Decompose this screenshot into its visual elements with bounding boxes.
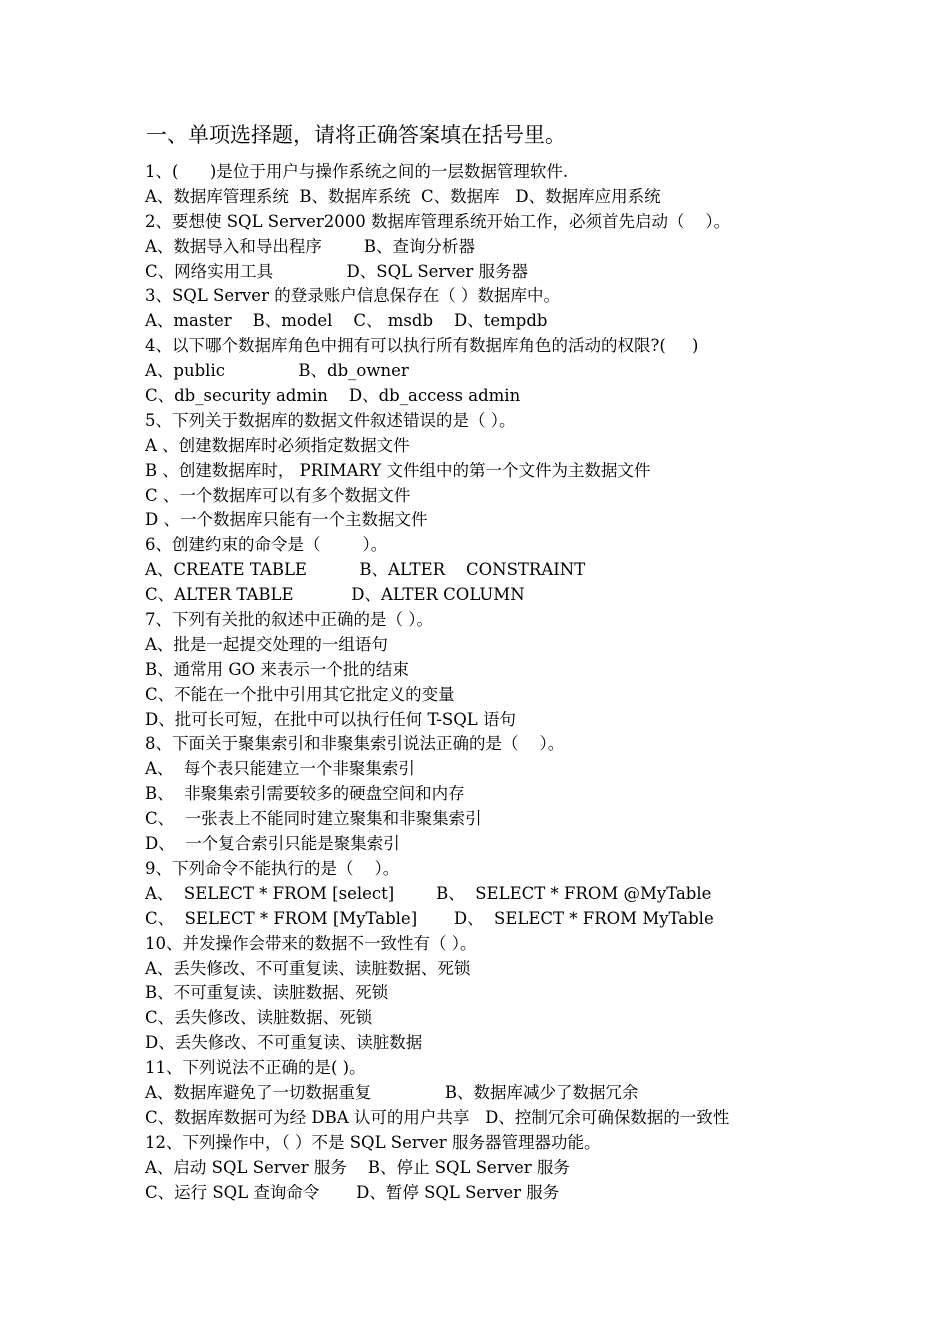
question-5-stem: 5、下列关于数据库的数据文件叙述错误的是（ ）。 <box>145 410 516 430</box>
question-7-option-b: B、通常用 GO 来表示一个批的结束 <box>145 659 409 679</box>
question-7-option-a: A、批是一起提交处理的一组语句 <box>145 634 388 654</box>
question-4-options-cd: C、db_security admin D、db_access admin <box>145 386 521 406</box>
question-11-options-ab: A、数据库避免了一切数据重复 B、数据库减少了数据冗余 <box>145 1082 639 1102</box>
question-7-option-c: C、不能在一个批中引用其它批定义的变量 <box>145 684 455 704</box>
question-9-options-cd: C、 SELECT * FROM [MyTable] D、 SELECT * FROM MyTable <box>145 908 714 928</box>
question-8-option-b: B、 非聚集索引需要较多的硬盘空间和内存 <box>145 784 465 804</box>
question-11-stem: 11、下列说法不正确的是( )。 <box>145 1058 366 1078</box>
question-12-options-ab: A、启动 SQL Server 服务 B、停止 SQL Server 服务 <box>145 1157 570 1177</box>
question-10-stem: 10、并发操作会带来的数据不一致性有（ ）。 <box>145 933 477 953</box>
question-11-options-cd: C、数据库数据可为经 DBA 认可的用户共享 D、控制冗余可确保数据的一致性 <box>145 1107 730 1127</box>
question-10-option-d: D、丢失修改、不可重复读、读脏数据 <box>145 1033 423 1053</box>
question-1-stem: 1、( )是位于用户与操作系统之间的一层数据管理软件. <box>145 162 569 181</box>
question-3-stem: 3、SQL Server 的登录账户信息保存在（ ）数据库中。 <box>145 286 560 306</box>
question-5-option-b: B 、创建数据库时， PRIMARY 文件组中的第一个文件为主数据文件 <box>145 460 651 480</box>
question-6-stem: 6、创建约束的命令是（ ）。 <box>145 535 388 555</box>
question-8-option-d: D、 一个复合索引只能是聚集索引 <box>145 834 400 854</box>
question-3-options: A、master B、model C、 msdb D、tempdb <box>145 311 548 331</box>
question-list <box>145 160 945 1205</box>
question-8-option-c: C、 一张表上不能同时建立聚集和非聚集索引 <box>145 809 482 829</box>
question-6-options-cd: C、ALTER TABLE D、ALTER COLUMN <box>145 585 525 605</box>
question-4-stem: 4、以下哪个数据库角色中拥有可以执行所有数据库角色的活动的权限?( ) <box>145 336 699 356</box>
question-8-option-a: A、 每个表只能建立一个非聚集索引 <box>145 759 415 779</box>
section-heading: 一、单项选择题，请将正确答案填在括号里。 <box>146 123 566 147</box>
question-1-options: A、数据库管理系统 B、数据库系统 C、数据库 D、数据库应用系统 <box>145 186 661 206</box>
question-2-stem: 2、要想使 SQL Server2000 数据库管理系统开始工作，必须首先启动（ ）。 <box>145 211 731 231</box>
question-5-option-c: C 、一个数据库可以有多个数据文件 <box>145 485 411 505</box>
question-12-options-cd: C、运行 SQL 查询命令 D、暂停 SQL Server 服务 <box>145 1182 560 1202</box>
question-10-option-a: A、丢失修改、不可重复读、读脏数据、死锁 <box>145 958 471 978</box>
question-5-option-a: A 、创建数据库时必须指定数据文件 <box>145 435 410 455</box>
question-6-options-ab: A、CREATE TABLE B、ALTER CONSTRAINT <box>145 560 586 580</box>
question-7-option-d: D、批可长可短，在批中可以执行任何 T-SQL 语句 <box>145 709 516 729</box>
question-12-stem: 12、下列操作中，（ ）不是 SQL Server 服务器管理器功能。 <box>145 1132 601 1152</box>
question-5-option-d: D 、一个数据库只能有一个主数据文件 <box>145 510 428 530</box>
question-9-stem: 9、下列命令不能执行的是（ ）。 <box>145 858 400 878</box>
question-2-options-cd: C、网络实用工具 D、SQL Server 服务器 <box>145 261 528 281</box>
question-4-options-ab: A、public B、db_owner <box>145 361 409 381</box>
question-8-stem: 8、下面关于聚集索引和非聚集索引说法正确的是（ ）。 <box>145 734 565 754</box>
question-10-option-c: C、丢失修改、读脏数据、死锁 <box>145 1008 373 1028</box>
question-7-stem: 7、下列有关批的叙述中正确的是（ ）。 <box>145 610 433 630</box>
question-9-options-ab: A、 SELECT * FROM [select] B、 SELECT * FROM @MyTable <box>145 883 712 903</box>
question-10-option-b: B、不可重复读、读脏数据、死锁 <box>145 983 389 1003</box>
question-2-options-ab: A、数据导入和导出程序 B、查询分析器 <box>145 236 475 256</box>
